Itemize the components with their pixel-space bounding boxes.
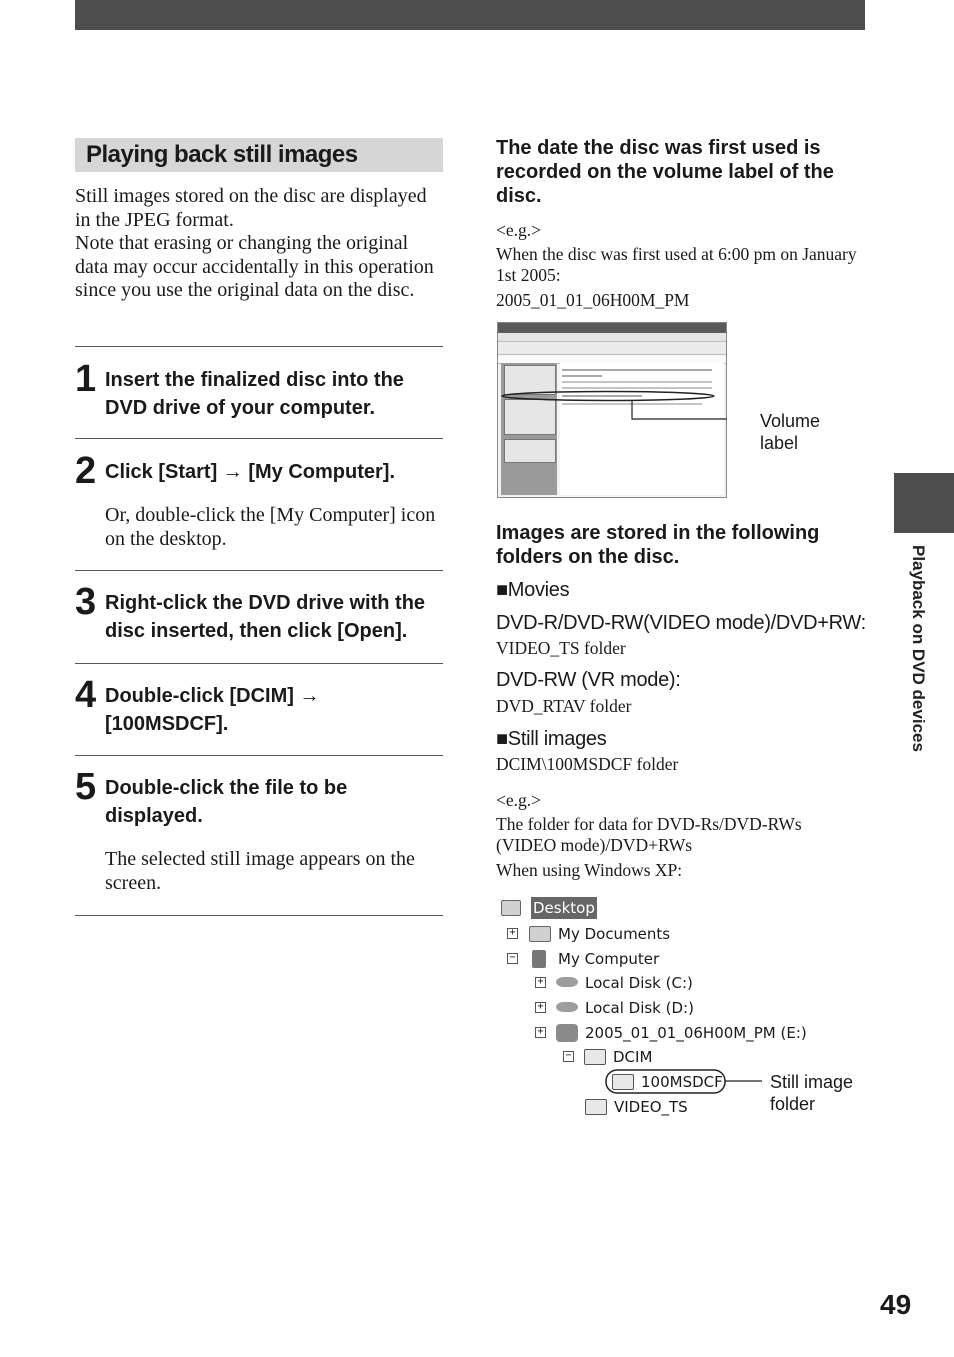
- step-number: 1: [75, 358, 97, 400]
- step-note: Or, double-click the [My Computer] icon on the desktop.: [105, 504, 436, 550]
- tree-label: DCIM: [613, 1048, 653, 1066]
- folder-icon: [529, 926, 551, 942]
- still-images-subheading: ■Still images: [496, 728, 607, 750]
- movies-subheading: ■Movies: [496, 579, 570, 601]
- volume-label-caption: Volume label: [760, 411, 821, 453]
- tree-label: My Documents: [558, 925, 671, 943]
- tree-label: 2005_01_01_06H00M_PM (E:): [585, 1024, 807, 1042]
- computer-icon: [532, 950, 546, 968]
- tree-label: Local Disk (C:): [585, 974, 693, 992]
- divider: [75, 915, 443, 916]
- example-tag: <e.g.>: [496, 790, 542, 810]
- tree-label: Desktop: [533, 899, 595, 917]
- divider: [75, 438, 443, 439]
- callout-line: [632, 400, 727, 419]
- desktop-icon: [501, 900, 521, 916]
- intro-paragraph: Still images stored on the disc are displayed in the JPEG format.: [75, 185, 427, 231]
- still-image-folder-caption: Still image folder: [770, 1072, 854, 1114]
- page-number: 49: [880, 1289, 912, 1320]
- divider: [75, 346, 443, 347]
- step-number: 3: [75, 581, 97, 623]
- section-tab-label: Playback on DVD devices: [909, 545, 928, 752]
- disk-icon: [556, 977, 578, 987]
- vr-mode-label: DVD-RW (VR mode):: [496, 669, 681, 691]
- volume-callout: [497, 322, 727, 502]
- tree-label: Local Disk (D:): [585, 999, 694, 1017]
- video-mode-label: DVD-R/DVD-RW(VIDEO mode)/DVD+RW:: [496, 612, 866, 634]
- tree-label: 100MSDCF: [641, 1073, 723, 1091]
- step-instruction: Right-click the DVD drive with the disc inserted, then click [Open].: [105, 592, 426, 642]
- tree-label: My Computer: [558, 950, 660, 968]
- example-os: When using Windows XP:: [496, 860, 683, 880]
- volume-label-heading: The date the disc was first used is recorded on the volume label of the disc.: [496, 137, 834, 207]
- section-title: Playing back still images: [75, 138, 443, 172]
- collapse-icon[interactable]: −: [507, 953, 518, 964]
- expand-icon[interactable]: +: [507, 928, 518, 939]
- tree-label: VIDEO_TS: [614, 1098, 688, 1116]
- header-bar: [75, 0, 865, 30]
- divider: [75, 570, 443, 571]
- folder-highlight-oval: [606, 1070, 725, 1093]
- step-number: 4: [75, 674, 97, 716]
- divider: [75, 663, 443, 664]
- example-tag: <e.g.>: [496, 220, 542, 240]
- step-number: 2: [75, 450, 97, 492]
- expand-icon[interactable]: +: [535, 977, 546, 988]
- disk-icon: [556, 1002, 578, 1012]
- expand-icon[interactable]: +: [535, 1002, 546, 1013]
- folder-icon: [584, 1049, 606, 1065]
- vr-mode-folder: DVD_RTAV folder: [496, 696, 632, 716]
- intro-text: [75, 185, 443, 303]
- still-folder-callout: [600, 1066, 770, 1100]
- step-instruction: Click [Start] → [My Computer].: [105, 461, 396, 483]
- example-text: The folder for data for DVD-Rs/DVD-RWs (VIDEO mode)/DVD+RWs: [496, 814, 802, 855]
- step-instruction: Insert the finalized disc into the DVD drive of your computer.: [105, 369, 404, 419]
- step-instruction: Double-click [DCIM] → [100MSDCF].: [105, 685, 320, 735]
- collapse-icon[interactable]: −: [563, 1051, 574, 1062]
- step-number: 5: [75, 766, 97, 808]
- volume-highlight-oval: [502, 392, 714, 401]
- still-images-folder: DCIM\100MSDCF folder: [496, 754, 679, 774]
- dvd-drive-icon: [556, 1024, 578, 1042]
- folders-heading: Images are stored in the following folders on the disc.: [496, 522, 820, 568]
- example-text: When the disc was first used at 6:00 pm on January 1st 2005:: [496, 244, 857, 285]
- video-mode-folder: VIDEO_TS folder: [496, 638, 626, 658]
- expand-icon[interactable]: +: [535, 1027, 546, 1038]
- intro-paragraph: Note that erasing or changing the original data may occur accidentally in this operation since you use the original data on the disc.: [75, 232, 434, 301]
- folder-icon: [585, 1099, 607, 1115]
- step-instruction: Double-click the file to be displayed.: [105, 777, 348, 827]
- divider: [75, 755, 443, 756]
- example-value: 2005_01_01_06H00M_PM: [496, 290, 690, 310]
- section-tab: [894, 473, 954, 533]
- step-note: The selected still image appears on the screen.: [105, 848, 415, 894]
